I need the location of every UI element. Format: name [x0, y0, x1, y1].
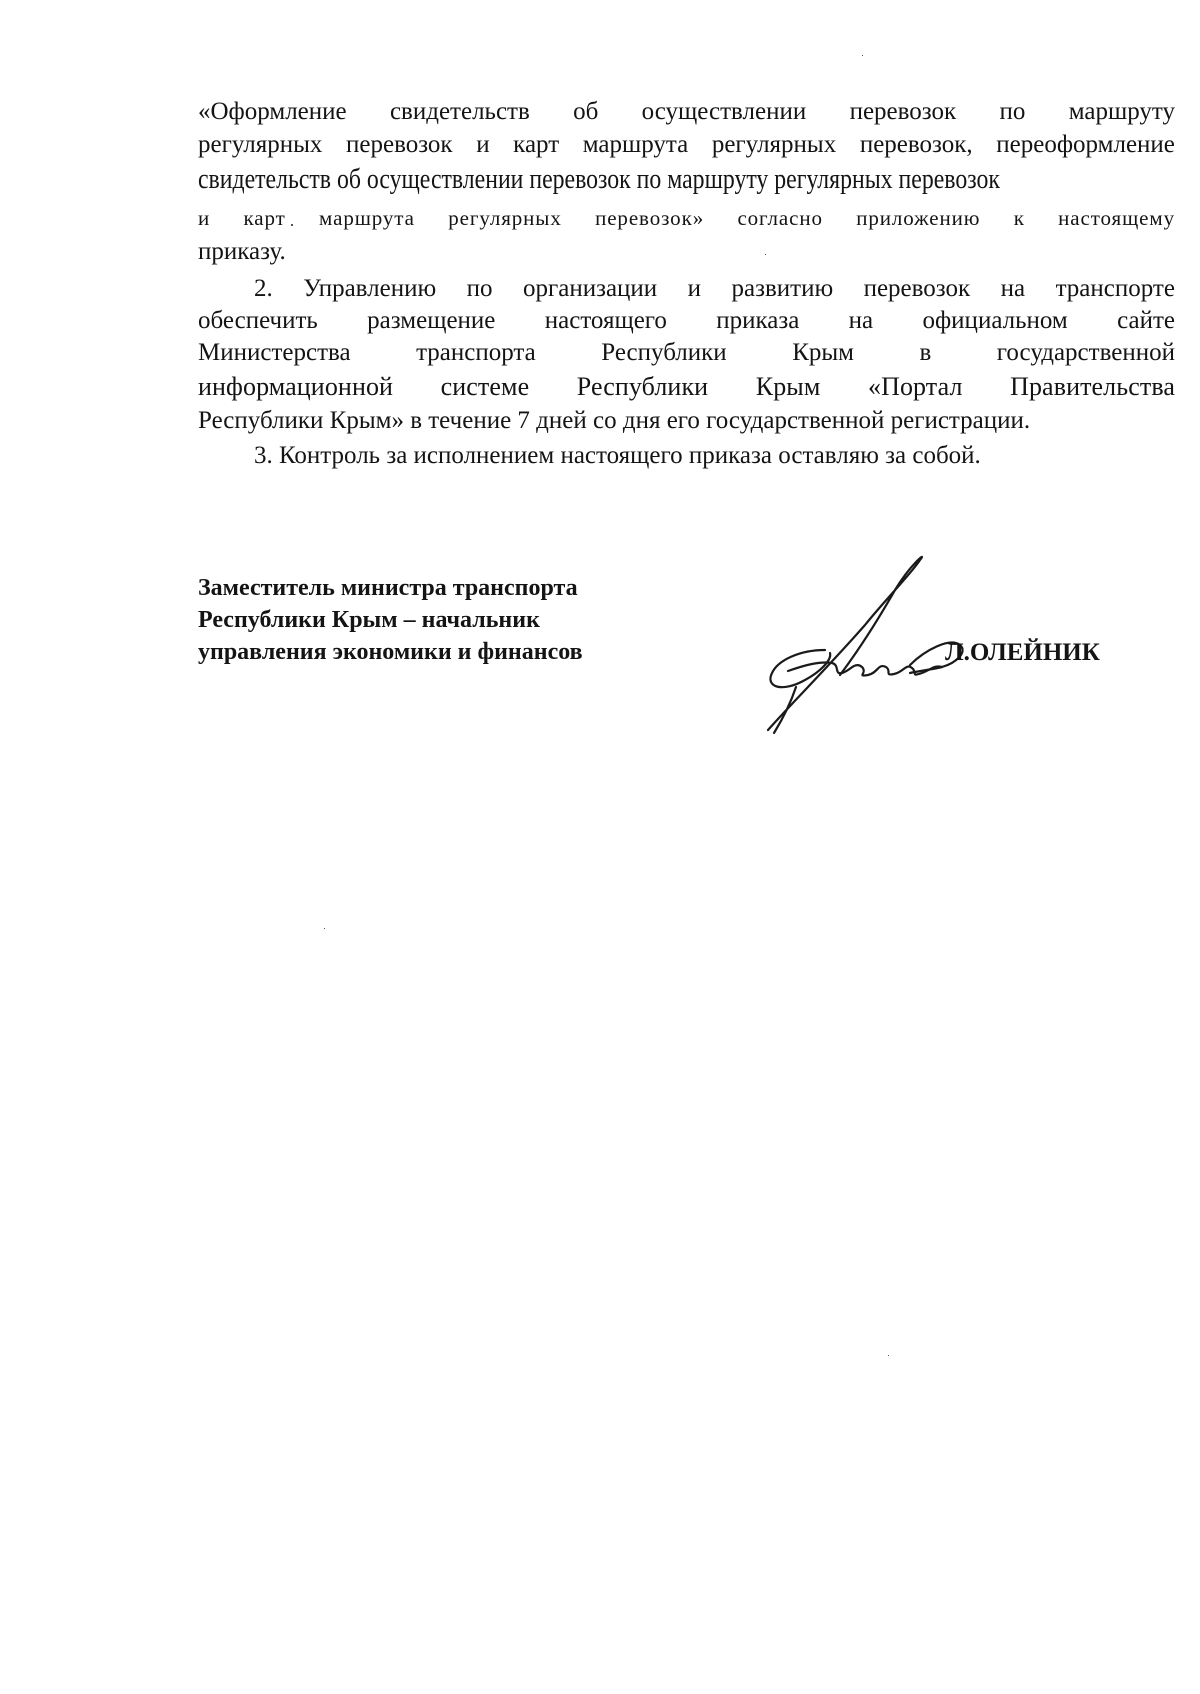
- scan-speck: [291, 224, 293, 226]
- word: карт: [243, 206, 286, 230]
- word: сайте: [1117, 307, 1175, 334]
- word: «Оформление: [198, 98, 347, 125]
- paragraph-1-line-3: свидетельств об осуществлении перевозок по маршруту регулярных перевозок: [198, 163, 1000, 195]
- word: свидетельств: [389, 98, 530, 125]
- scan-speck: [888, 1355, 889, 1356]
- word: переоформление: [996, 131, 1175, 158]
- scan-speck: [324, 928, 325, 929]
- word: маршрута: [319, 206, 415, 230]
- word: по: [466, 275, 493, 302]
- paragraph-1-line-2: [198, 130, 1175, 160]
- paragraph-1-line-4: [198, 203, 1175, 233]
- paragraph-2-line-2: [198, 306, 1175, 336]
- word: Управлению: [303, 275, 437, 302]
- word: маршруту: [1068, 98, 1175, 125]
- word: на: [848, 307, 874, 334]
- word: 2.: [254, 275, 273, 302]
- word: системе: [440, 372, 530, 401]
- word: размещение: [367, 307, 496, 334]
- signer-name: Л.ОЛЕЙНИК: [945, 639, 1100, 666]
- word: транспорта: [416, 339, 536, 366]
- paragraph-2-line-4: [198, 372, 1175, 402]
- word: обеспечить: [198, 307, 318, 334]
- word: в: [919, 339, 932, 366]
- word: развитию: [731, 275, 834, 302]
- word: Республики: [601, 339, 727, 366]
- word: по: [999, 98, 1026, 125]
- paragraph-2-line-1: [254, 274, 1175, 304]
- word: информационной: [198, 372, 394, 401]
- signer-position-line-2: Республики Крым – начальник: [198, 607, 540, 633]
- word: об: [573, 98, 599, 125]
- word: государственной: [996, 339, 1175, 366]
- word: Правительства: [1010, 372, 1175, 401]
- word: и: [198, 206, 211, 230]
- word: регулярных: [198, 131, 323, 158]
- word: Крым: [755, 372, 821, 401]
- word: транспорте: [1055, 275, 1175, 302]
- scan-speck: [862, 55, 863, 56]
- word: карт: [513, 131, 560, 158]
- word: перевозок,: [859, 131, 973, 158]
- word: перевозок: [849, 98, 957, 125]
- signer-position-line-3: управления экономики и финансов: [198, 639, 583, 665]
- paragraph-3: 3. Контроль за исполнением настоящего приказа оставляю за собой.: [254, 442, 981, 469]
- word: Крым: [792, 339, 854, 366]
- word: организации: [522, 275, 658, 302]
- word: на: [1000, 275, 1026, 302]
- word: осуществлении: [641, 98, 807, 125]
- word: и: [687, 275, 702, 302]
- word: настоящего: [544, 307, 667, 334]
- word: приложению: [856, 206, 981, 230]
- word: согласно: [737, 206, 823, 230]
- word: маршрута: [582, 131, 689, 158]
- word: регулярных: [711, 131, 837, 158]
- word: Министерства: [198, 339, 351, 366]
- paragraph-1-line-5: приказу.: [198, 238, 286, 265]
- word: и: [476, 131, 490, 158]
- scan-speck: [765, 254, 766, 255]
- word: официальном: [922, 307, 1068, 334]
- paragraph-1-line-1: [198, 97, 1175, 127]
- word: перевозок»: [595, 206, 705, 230]
- word: Республики: [576, 372, 709, 401]
- word: перевозок: [863, 275, 971, 302]
- word: к: [1013, 206, 1025, 230]
- word: регулярных: [448, 206, 562, 230]
- paragraph-2-line-3: [198, 338, 1175, 368]
- paragraph-2-line-5: Республики Крым» в течение 7 дней со дня его государственной регистрации.: [198, 407, 1031, 434]
- word: «Портал: [867, 372, 963, 401]
- word: приказа: [716, 307, 800, 334]
- signer-position-line-1: Заместитель министра транспорта: [198, 575, 578, 601]
- word: настоящему: [1058, 206, 1175, 230]
- word: перевозок: [346, 131, 453, 158]
